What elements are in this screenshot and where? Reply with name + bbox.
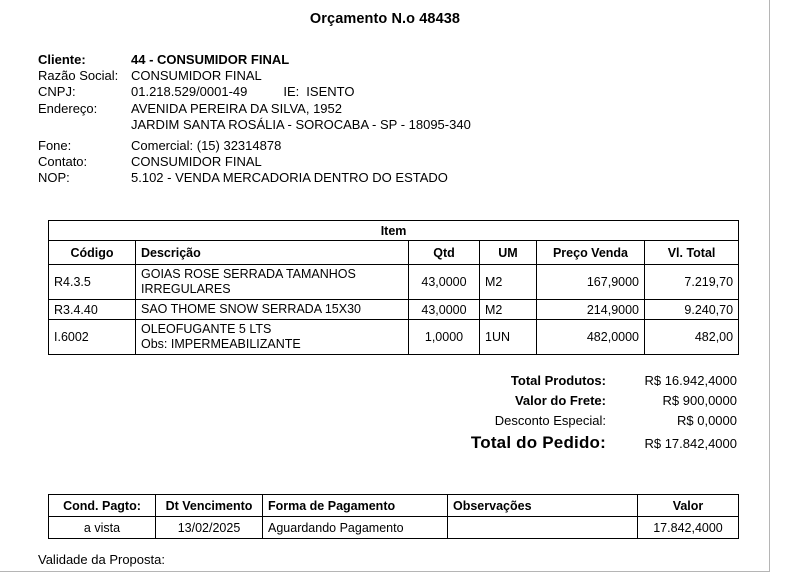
client-info-block bbox=[38, 52, 471, 187]
item-descricao-line1: GOIAS ROSE SERRADA TAMANHOS bbox=[141, 267, 356, 281]
item-qtd: 43,0000 bbox=[409, 265, 480, 300]
payment-forma-pagamento: Aguardando Pagamento bbox=[263, 517, 448, 539]
payment-dt-vencimento: 13/02/2025 bbox=[156, 517, 263, 539]
total-row-frete bbox=[471, 393, 737, 408]
payment-col-cond-pagto: Cond. Pagto: bbox=[49, 495, 156, 517]
client-label-nop: NOP: bbox=[38, 170, 70, 186]
item-descricao bbox=[136, 265, 409, 300]
total-value-desconto: R$ 0,0000 bbox=[677, 413, 737, 428]
client-value-endereco-line2: JARDIM SANTA ROSÁLIA - SOROCABA - SP - 18095-340 bbox=[131, 116, 471, 132]
item-qtd: 43,0000 bbox=[409, 300, 480, 320]
table-row bbox=[49, 320, 739, 355]
client-label-razao-social: Razão Social: bbox=[38, 68, 119, 84]
client-value-razao-social: CONSUMIDOR FINAL bbox=[131, 68, 262, 84]
item-um: M2 bbox=[480, 300, 537, 320]
item-qtd: 1,0000 bbox=[409, 320, 480, 355]
client-value-ie: ISENTO bbox=[306, 84, 355, 100]
client-row-cnpj bbox=[38, 84, 471, 100]
payment-col-forma-pagamento: Forma de Pagamento bbox=[263, 495, 448, 517]
total-label-produtos: Total Produtos: bbox=[510, 373, 606, 388]
totals-block bbox=[471, 373, 737, 458]
item-vl-total: 7.219,70 bbox=[645, 265, 739, 300]
total-value-produtos: R$ 16.942,4000 bbox=[644, 373, 737, 388]
client-label-endereco: Endereço: bbox=[38, 100, 98, 116]
table-row bbox=[49, 265, 739, 300]
client-label-contato: Contato: bbox=[38, 154, 88, 170]
item-codigo: R4.3.5 bbox=[49, 265, 136, 300]
payment-col-valor: Valor bbox=[638, 495, 739, 517]
page-title: Orçamento N.o 48438 bbox=[309, 11, 461, 27]
item-vl-total: 9.240,70 bbox=[645, 300, 739, 320]
item-table bbox=[48, 220, 739, 355]
client-label-cliente: Cliente: bbox=[38, 52, 86, 67]
client-row-cliente bbox=[38, 52, 471, 68]
payment-observacoes bbox=[448, 517, 638, 539]
item-col-descricao: Descrição bbox=[136, 241, 409, 265]
item-col-um: UM bbox=[480, 241, 537, 265]
payment-table bbox=[48, 494, 739, 539]
item-table-group-header-row bbox=[49, 221, 739, 241]
client-row-nop bbox=[38, 170, 471, 186]
client-value-cliente: 44 - CONSUMIDOR FINAL bbox=[131, 52, 290, 67]
total-label-desconto: Desconto Especial: bbox=[494, 413, 606, 428]
client-label-fone: Fone: bbox=[38, 138, 72, 154]
client-label-cnpj: CNPJ: bbox=[38, 84, 76, 100]
client-row-endereco bbox=[38, 101, 471, 117]
client-row-endereco-line2 bbox=[38, 117, 471, 133]
payment-col-observacoes: Observações bbox=[448, 495, 638, 517]
item-col-qtd: Qtd bbox=[409, 241, 480, 265]
item-preco-venda: 214,9000 bbox=[537, 300, 645, 320]
table-row bbox=[49, 300, 739, 320]
total-value-frete: R$ 900,0000 bbox=[662, 393, 737, 408]
client-value-endereco: AVENIDA PEREIRA DA SILVA, 1952 bbox=[131, 100, 342, 116]
item-col-vl-total: Vl. Total bbox=[645, 241, 739, 265]
client-label-ie: IE: bbox=[283, 84, 300, 100]
item-um: M2 bbox=[480, 265, 537, 300]
item-um: 1UN bbox=[480, 320, 537, 355]
client-value-contato: CONSUMIDOR FINAL bbox=[131, 154, 262, 170]
total-label-frete: Valor do Frete: bbox=[514, 393, 606, 408]
total-row-pedido bbox=[471, 433, 737, 453]
client-value-cnpj: 01.218.529/0001-49 bbox=[131, 84, 248, 100]
item-descricao bbox=[136, 300, 409, 320]
item-descricao-line2: Obs: IMPERMEABILIZANTE bbox=[141, 337, 301, 351]
client-value-fone: Comercial: (15) 32314878 bbox=[131, 138, 282, 154]
item-col-preco-venda: Preço Venda bbox=[537, 241, 645, 265]
payment-table-header-row bbox=[49, 495, 739, 517]
client-row-contato bbox=[38, 154, 471, 170]
item-descricao-line1: SAO THOME SNOW SERRADA 15X30 bbox=[141, 302, 361, 316]
validity-label: Validade da Proposta: bbox=[38, 552, 165, 567]
item-codigo: R3.4.40 bbox=[49, 300, 136, 320]
client-row-fone bbox=[38, 138, 471, 154]
client-value-nop: 5.102 - VENDA MERCADORIA DENTRO DO ESTADO bbox=[131, 170, 448, 186]
item-preco-venda: 167,9000 bbox=[537, 265, 645, 300]
item-codigo: I.6002 bbox=[49, 320, 136, 355]
item-table-group-header: Item bbox=[49, 221, 739, 241]
client-row-razao-social bbox=[38, 68, 471, 84]
total-row-desconto bbox=[471, 413, 737, 428]
item-descricao bbox=[136, 320, 409, 355]
item-descricao-line2: IRREGULARES bbox=[141, 282, 231, 296]
payment-col-dt-vencimento: Dt Vencimento bbox=[156, 495, 263, 517]
item-vl-total: 482,00 bbox=[645, 320, 739, 355]
table-row bbox=[49, 517, 739, 539]
item-col-codigo: Código bbox=[49, 241, 136, 265]
item-table-header-row bbox=[49, 241, 739, 265]
total-value-pedido: R$ 17.842,4000 bbox=[644, 436, 737, 451]
payment-valor: 17.842,4000 bbox=[638, 517, 739, 539]
payment-cond-pagto: a vista bbox=[49, 517, 156, 539]
item-preco-venda: 482,0000 bbox=[537, 320, 645, 355]
total-row-produtos bbox=[471, 373, 737, 388]
total-label-pedido: Total do Pedido: bbox=[470, 433, 606, 452]
item-descricao-line1: OLEOFUGANTE 5 LTS bbox=[141, 322, 272, 336]
